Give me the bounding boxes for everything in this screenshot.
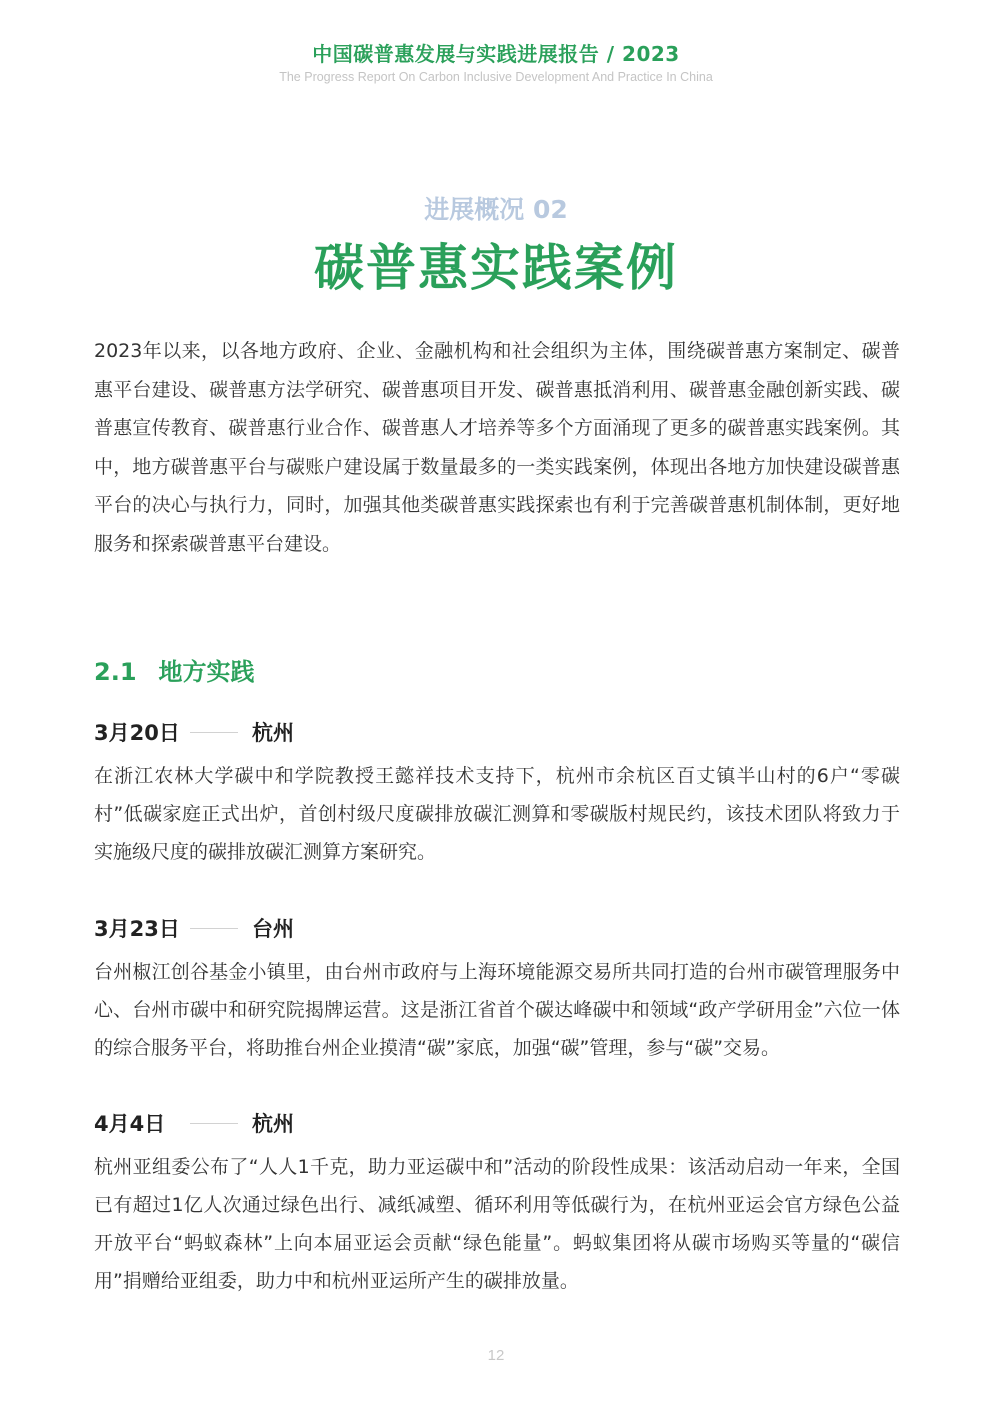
entry-city: 台州: [252, 917, 294, 941]
divider-line: [190, 732, 238, 733]
entry-city: 杭州: [252, 1112, 294, 1136]
entry-text: 杭州亚组委公布了“人人1千克，助力亚运碳中和”活动的阶段性成果：该活动启动一年来，全国已有超过1亿人次通过绿色出行、减纸减塑、循环利用等低碳行为，在杭州亚运会官方绿色公益开放平台“蚂蚁森林”上向本届亚运会贡献“绿色能量”。蚂蚁集团将从碳市场购买等量的“碳信用”捐赠给亚组委，助力中和杭州亚运所产生的碳排放量。: [94, 1156, 900, 1292]
entry-date: 4月4日: [94, 1112, 166, 1136]
entry-city: 杭州: [252, 721, 294, 745]
running-header-subtitle: The Progress Report On Carbon Inclusive Development And Practice In China: [279, 70, 713, 84]
running-header-title: 中国碳普惠发展与实践进展报告 / 2023: [312, 42, 680, 66]
divider-line: [190, 1123, 238, 1124]
section-heading: [94, 652, 255, 687]
entry-date: 3月20日: [94, 721, 180, 745]
intro-paragraph: 2023年以来，以各地方政府、企业、金融机构和社会组织为主体，围绕碳普惠方案制定、碳普惠平台建设、碳普惠方法学研究、碳普惠项目开发、碳普惠抵消利用、碳普惠金融创新实践、碳普惠宣传教育、碳普惠行业合作、碳普惠人才培养等多个方面涌现了更多的碳普惠实践案例。其中，地方碳普惠平台与碳账户建设属于数量最多的一类实践案例，体现出各地方加快建设碳普惠平台的决心与执行力，同时，加强其他类碳普惠实践探索也有利于完善碳普惠机制体制，更好地服务和探索碳普惠平台建设。: [94, 340, 900, 555]
entry-date: 3月23日: [94, 917, 180, 941]
chapter-label: 进展概况 02: [424, 195, 568, 224]
section-number: 2.1: [94, 658, 137, 686]
chapter-title: 碳普惠实践案例: [314, 239, 678, 297]
section-title: 地方实践: [158, 658, 255, 686]
divider-line: [190, 928, 238, 929]
entry-text: 在浙江农林大学碳中和学院教授王懿祥技术支持下，杭州市余杭区百丈镇半山村的6户“零碳村”低碳家庭正式出炉，首创村级尺度碳排放碳汇测算和零碳版村规民约，该技术团队将致力于实施级尺度的碳排放碳汇测算方案研究。: [94, 765, 900, 863]
page-number: 12: [487, 1347, 505, 1364]
entry-text: 台州椒江创谷基金小镇里，由台州市政府与上海环境能源交易所共同打造的台州市碳管理服务中心、台州市碳中和研究院揭牌运营。这是浙江省首个碳达峰碳中和领域“政产学研用金”六位一体的综合服务平台，将助推台州企业摸清“碳”家底，加强“碳”管理，参与“碳”交易。: [94, 961, 900, 1059]
